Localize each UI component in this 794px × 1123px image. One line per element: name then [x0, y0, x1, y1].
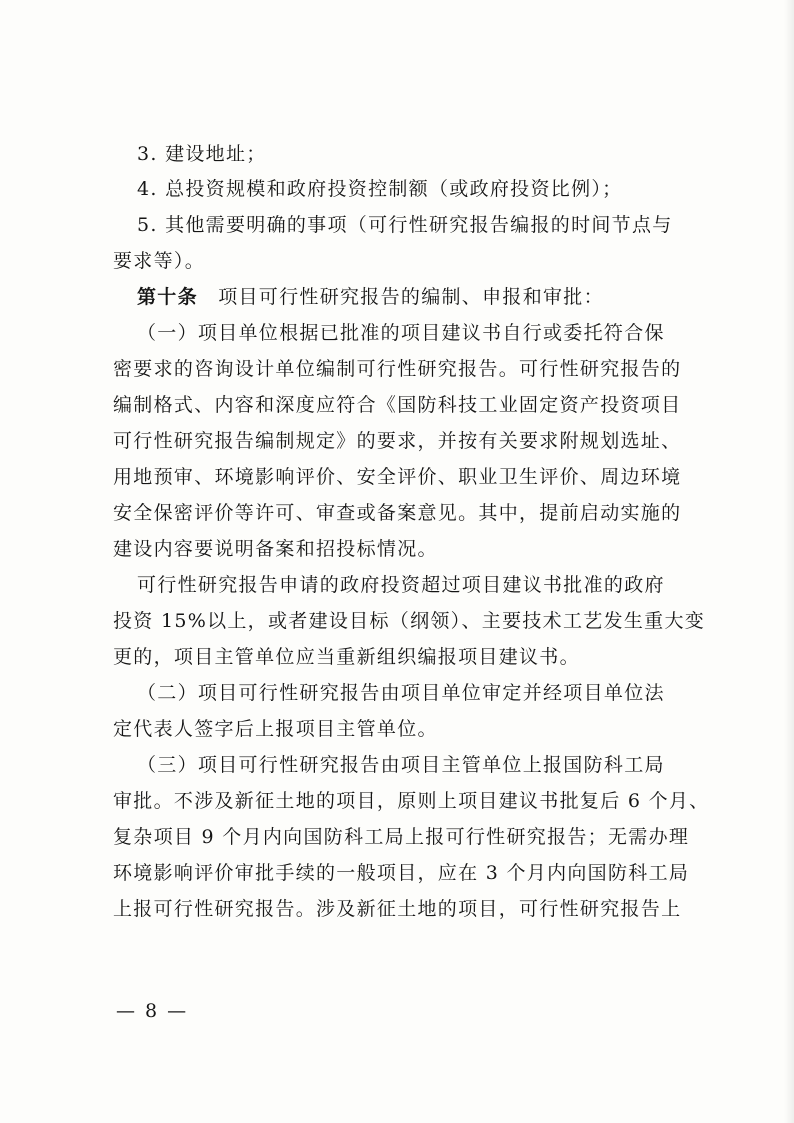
text-line-2: 4. 总投资规模和政府投资控制额（或政府投资比例）；: [137, 178, 623, 200]
text-line-7: 密要求的咨询设计单位编制可行性研究报告。可行性研究报告的: [113, 358, 682, 380]
text-line-15: 更的，项目主管单位应当重新组织编报项目建议书。: [113, 646, 580, 668]
page-edge-shadow: [784, 0, 794, 1123]
article-heading-line: [137, 284, 604, 310]
text-line-8: 编制格式、内容和深度应符合《国防科技工业固定资产投资项目: [113, 394, 682, 416]
text-line-4: 要求等）。: [113, 250, 206, 272]
text-line-10: 用地预审、环境影响评价、安全评价、职业卫生评价、周边环境: [113, 466, 682, 488]
text-line-6: （一）项目单位根据已批准的项目建议书自行或委托符合保: [137, 322, 665, 344]
article-heading-text: 项目可行性研究报告的编制、申报和审批：: [197, 286, 604, 308]
text-line-22: 上报可行性研究报告。涉及新征土地的项目，可行性研究报告上: [113, 898, 682, 920]
page-number: — 8 —: [116, 1000, 189, 1022]
article-heading: 第十条: [137, 286, 198, 308]
text-line-16: （二）项目可行性研究报告由项目单位审定并经项目单位法: [137, 682, 665, 704]
text-line-13: 可行性研究报告申请的政府投资超过项目建议书批准的政府: [137, 574, 665, 596]
text-line-14: 投资 15%以上，或者建设目标（纲领）、主要技术工艺发生重大变: [113, 610, 706, 632]
text-line-9: 可行性研究报告编制规定》的要求，并按有关要求附规划选址、: [113, 430, 682, 452]
text-line-18: （三）项目可行性研究报告由项目主管单位上报国防科工局: [137, 754, 665, 776]
text-line-19: 审批。不涉及新征土地的项目，原则上项目建议书批复后 6 个月、: [113, 790, 710, 812]
text-line-12: 建设内容要说明备案和招投标情况。: [113, 538, 438, 560]
text-line-11: 安全保密评价等许可、审查或备案意见。其中，提前启动实施的: [113, 502, 682, 524]
text-line-17: 定代表人签字后上报项目主管单位。: [113, 718, 438, 740]
text-line-21: 环境影响评价审批手续的一般项目，应在 3 个月内向国防科工局: [113, 862, 690, 884]
text-line-1: 3. 建设地址；: [137, 143, 267, 165]
text-line-3: 5. 其他需要明确的事项（可行性研究报告编报的时间节点与: [137, 214, 673, 236]
text-line-20: 复杂项目 9 个月内向国防科工局上报可行性研究报告；无需办理: [113, 826, 690, 848]
